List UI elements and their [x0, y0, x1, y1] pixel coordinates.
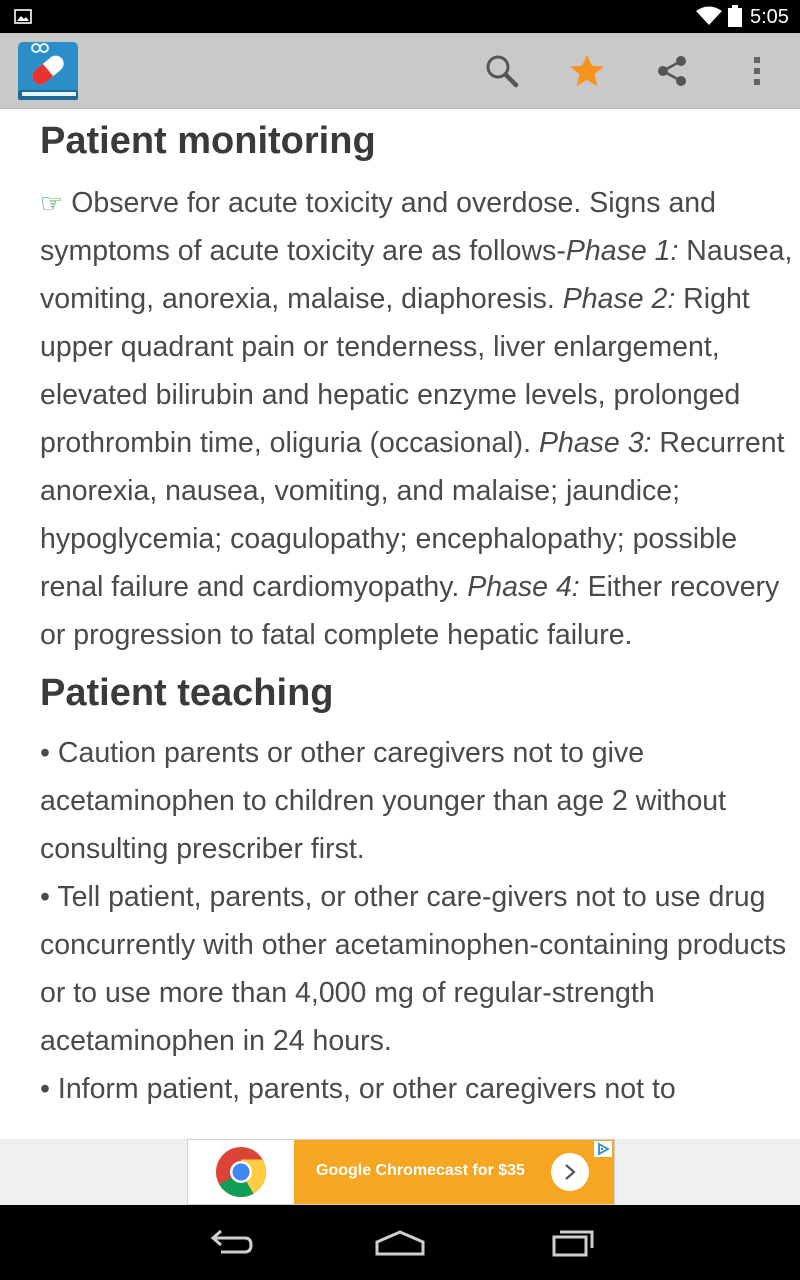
ad-logo [188, 1140, 294, 1204]
ad-promo[interactable] [294, 1140, 614, 1204]
list-item: • Inform patient, parents, or other caregivers not to [40, 1073, 676, 1105]
home-button[interactable] [370, 1223, 430, 1263]
system-nav-bar [0, 1205, 800, 1280]
battery-icon [728, 5, 742, 27]
patient-monitoring-text: ☞ Observe for acute toxicity and overdose. Signs and symptoms of acute toxicity are as follows-Phase 1: Nausea, vomiting, anorexia, malaise, diaphoresis. Phase 2: Right upper quadrant pain or tenderness, liver enlargement, elevated bilirubin and hepatic enzyme levels, prolonged prothrombin time, oliguria (occasional). Phase 3: Recurrent anorexia, nausea, vomiting, and malaise; jaundice; hypoglycemia; coagulopathy; encephalopathy; possible renal failure and cardiomyopathy. Phase 4: Either recovery or progression to fatal complete hepatic failure. [40, 187, 793, 651]
pill-book-logo[interactable] [16, 38, 80, 104]
list-item: • Caution parents or other caregivers not to give acetaminophen to children younger than age 2 without consulting prescriber first. [40, 737, 727, 865]
list-item: • Tell patient, parents, or other care-givers not to use drug concurrently with other acetaminophen-containing products or to use more than 4,000 mg of regular-strength acetaminophen in 24 hours. [40, 881, 787, 1057]
chevron-right-icon [563, 1163, 577, 1181]
article-content[interactable] [0, 109, 800, 1139]
clock: 5:05 [750, 6, 789, 28]
search-icon [485, 54, 519, 88]
search-button[interactable] [479, 48, 525, 94]
action-bar [0, 33, 800, 109]
home-icon [373, 1228, 427, 1258]
overflow-menu-icon [752, 54, 762, 88]
star-icon [568, 52, 606, 90]
status-bar [0, 0, 800, 33]
patient-monitoring-heading: Patient monitoring [40, 120, 376, 162]
patient-teaching-list [40, 729, 800, 1113]
ad-choices-icon [596, 1142, 610, 1156]
back-button[interactable] [200, 1223, 260, 1263]
ad-text: Google Chromecast for $35 [316, 1162, 525, 1179]
recents-button[interactable] [541, 1223, 601, 1263]
patient-teaching-heading: Patient teaching [40, 672, 334, 714]
ad-banner[interactable] [187, 1139, 615, 1205]
chrome-logo-icon [214, 1145, 268, 1199]
recents-icon [546, 1228, 596, 1258]
back-icon [205, 1228, 255, 1258]
picture-notification-icon [14, 9, 32, 24]
ad-area [0, 1139, 800, 1205]
ad-open-button[interactable] [551, 1153, 589, 1191]
favorite-button[interactable] [564, 48, 610, 94]
wifi-icon [696, 6, 722, 26]
share-button[interactable] [649, 48, 695, 94]
share-icon [655, 54, 689, 88]
pointing-hand-icon: ☞ [40, 188, 64, 218]
ad-choices-button[interactable] [594, 1141, 612, 1157]
overflow-menu-button[interactable] [734, 48, 780, 94]
